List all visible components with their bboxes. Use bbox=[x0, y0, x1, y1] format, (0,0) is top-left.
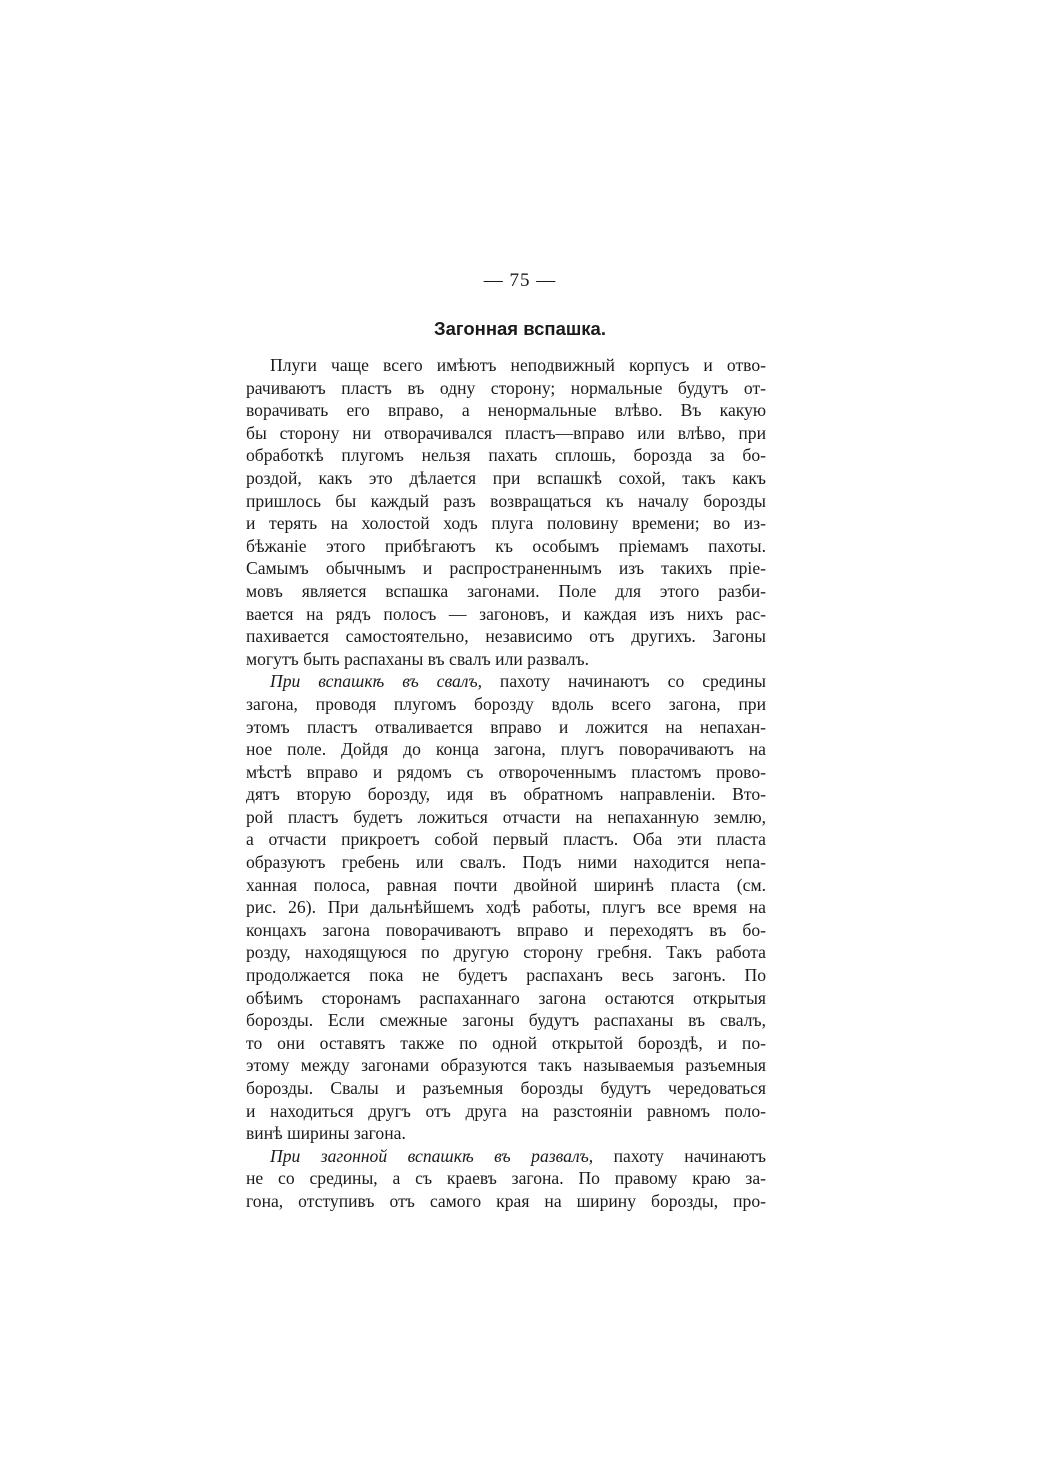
text-line: дятъ вторую борозду, идя въ обратномъ направленіи. Вто- bbox=[246, 784, 766, 805]
text-line: пахивается самостоятельно, независимо отъ другихъ. Загоны bbox=[246, 626, 766, 647]
text-line: то они оставятъ также по одной открытой бороздѣ, и по- bbox=[246, 1032, 766, 1053]
text-line: бѣжаніе этого прибѣгаютъ къ особымъ пріемамъ пахоты. bbox=[246, 535, 766, 556]
text-line: могутъ быть распаханы въ свалъ или развалъ. bbox=[246, 648, 590, 669]
text-line: гона, отступивъ отъ самого края на ширину борозды, про- bbox=[246, 1190, 766, 1211]
text-line: рой пластъ будетъ ложиться отчасти на непаханную землю, bbox=[246, 806, 766, 827]
text-line bbox=[246, 670, 766, 693]
text-line: розду, находящуюся по другую сторону гребня. Такъ работа bbox=[246, 942, 766, 963]
text-line: образуютъ гребень или свалъ. Подъ ними находится непа- bbox=[246, 852, 766, 873]
text-line: рис. 26). При дальнѣйшемъ ходѣ работы, плугъ все время на bbox=[246, 897, 766, 918]
text-line: ное поле. Дойдя до конца загона, плугъ поворачиваютъ на bbox=[246, 739, 766, 760]
italic-lead: При вспашкѣ въ свалъ, bbox=[270, 671, 482, 692]
text-line: роздой, какъ это дѣлается при вспашкѣ сохой, такъ какъ bbox=[246, 467, 766, 488]
text-line: пришлось бы каждый разъ возвращаться къ началу борозды bbox=[246, 490, 766, 511]
text-line bbox=[246, 1145, 766, 1168]
text-line: борозды. Свалы и разъемныя борозды будутъ чередоваться bbox=[246, 1078, 766, 1098]
paragraph-3 bbox=[246, 1145, 766, 1213]
text-line: Плуги чаще всего имѣютъ неподвижный корпусъ и отво- bbox=[270, 355, 766, 375]
paragraph-1 bbox=[246, 354, 766, 670]
text-line: этомъ пластъ отваливается вправо и ложится на непахан- bbox=[246, 716, 766, 737]
text-line: и терять на холостой ходъ плуга половину времени; во из- bbox=[246, 513, 766, 534]
text-line: вается на рядъ полосъ — загоновъ, и каждая изъ нихъ рас- bbox=[246, 603, 766, 624]
text-line: этому между загонами образуются такъ называемыя разъемныя bbox=[246, 1055, 766, 1076]
text-line: обѣимъ сторонамъ распаханнаго загона остаются открытыя bbox=[246, 987, 766, 1008]
text-line: загона, проводя плугомъ борозду вдоль всего загона, при bbox=[246, 693, 766, 714]
text-line: мѣстѣ вправо и рядомъ съ отвороченнымъ пластомъ прово- bbox=[246, 761, 766, 782]
text-line: бы сторону ни отворачивался пластъ—вправо или влѣво, при bbox=[246, 422, 766, 443]
body-text bbox=[246, 354, 766, 1213]
text-line: и находиться другъ отъ друга на разстояніи равномъ поло- bbox=[246, 1100, 766, 1121]
paragraph-2 bbox=[246, 670, 766, 1144]
text-line: обработкѣ плугомъ нельзя пахать сплошь, борозда за бо- bbox=[246, 445, 766, 466]
text-line: продолжается пока не будетъ распаханъ весь загонъ. По bbox=[246, 965, 766, 986]
text-line: винѣ ширины загона. bbox=[246, 1123, 406, 1144]
text-line: ворачивать его вправо, а ненормальные влѣво. Въ какую bbox=[246, 400, 766, 421]
text-line: а отчасти прикроетъ собой первый пластъ. Оба эти пласта bbox=[246, 829, 766, 850]
lead-rest: пахоту начинаютъ bbox=[593, 1145, 766, 1166]
section-heading: Загонная вспашка. bbox=[434, 318, 606, 339]
text-line: мовъ является вспашка загонами. Поле для этого разби- bbox=[246, 580, 766, 601]
lead-rest: пахоту начинаютъ со средины bbox=[482, 671, 766, 692]
text-line: Самымъ обычнымъ и распространеннымъ изъ такихъ пріе- bbox=[246, 558, 766, 579]
text-line: рачиваютъ пластъ въ одну сторону; нормальные будутъ от- bbox=[246, 377, 766, 398]
page-number: — 75 — bbox=[483, 270, 557, 291]
text-line: борозды. Если смежные загоны будутъ распаханы въ свалъ, bbox=[246, 1010, 766, 1031]
text-line: ханная полоса, равная почти двойной ширинѣ пласта (см. bbox=[246, 874, 766, 895]
text-line: концахъ загона поворачиваютъ вправо и переходятъ въ бо- bbox=[246, 919, 766, 940]
text-line: не со средины, а съ краевъ загона. По правому краю за- bbox=[246, 1168, 766, 1189]
italic-lead: При загонной вспашкѣ въ развалъ, bbox=[270, 1145, 594, 1166]
